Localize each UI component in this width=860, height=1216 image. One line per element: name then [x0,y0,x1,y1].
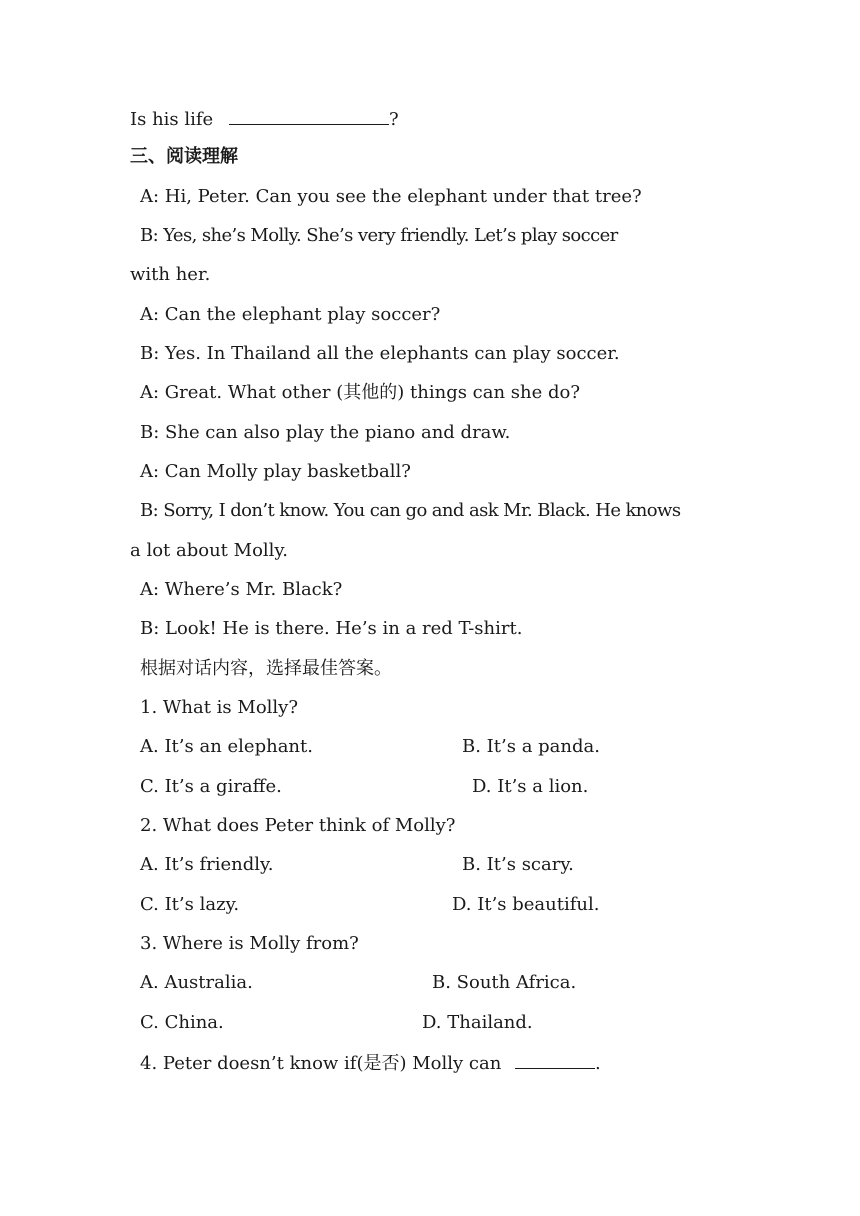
option-c[interactable]: C. It’s lazy. [140,894,240,915]
answer-blank[interactable] [515,1050,595,1069]
option-a[interactable]: A. It’s friendly. [140,854,274,875]
fill-in-line [130,106,399,130]
options-row [140,893,740,917]
options-row [140,775,740,799]
question-1: 1. What is Molly? [140,697,298,718]
dialogue-line: B: Look! He is there. He’s in a red T-shirt. [140,618,523,639]
option-b[interactable]: B. It’s scary. [462,854,574,875]
option-d[interactable]: D. Thailand. [422,1012,533,1033]
dialogue-line: B: Yes, she’s Molly. She’s very friendly. Let’s play soccer [140,225,618,246]
option-b[interactable]: B. South Africa. [432,972,577,993]
question-3: 3. Where is Molly from? [140,933,359,954]
dialogue-line: a lot about Molly. [130,540,288,561]
options-row [140,971,740,995]
dialogue-line: A: Can Molly play basketball? [140,461,411,482]
options-row [140,1011,740,1035]
dialogue-line: A: Where’s Mr. Black? [140,579,343,600]
option-c[interactable]: C. China. [140,1012,224,1033]
option-b[interactable]: B. It’s a panda. [462,736,600,757]
question-2: 2. What does Peter think of Molly? [140,815,456,836]
option-a[interactable]: A. Australia. [140,972,253,993]
option-d[interactable]: D. It’s a lion. [472,776,589,797]
section-title: 三、阅读理解 [130,146,238,167]
dialogue-line: A: Great. What other (其他的) things can she do? [140,382,581,403]
option-d[interactable]: D. It’s beautiful. [452,894,600,915]
question-4-suffix: . [595,1053,601,1074]
dialogue-line: B: Sorry, I don’t know. You can go and ask Mr. Black. He knows [140,500,681,521]
options-row [140,853,740,877]
option-a[interactable]: A. It’s an elephant. [140,736,313,757]
fill-in-suffix: ? [388,109,399,130]
question-4-text: 4. Peter doesn’t know if(是否) Molly can [140,1053,502,1074]
answer-blank[interactable] [229,106,389,125]
instruction: 根据对话内容，选择最佳答案。 [140,658,392,679]
dialogue-line: A: Can the elephant play soccer? [140,304,441,325]
fill-in-prefix: Is his life [130,109,214,130]
dialogue-line: A: Hi, Peter. Can you see the elephant under that tree? [140,186,642,207]
question-4 [140,1050,601,1074]
dialogue-line: B: Yes. In Thailand all the elephants can play soccer. [140,343,620,364]
options-row [140,735,740,759]
dialogue-line: with her. [130,264,211,285]
option-c[interactable]: C. It’s a giraffe. [140,776,282,797]
dialogue-line: B: She can also play the piano and draw. [140,422,511,443]
